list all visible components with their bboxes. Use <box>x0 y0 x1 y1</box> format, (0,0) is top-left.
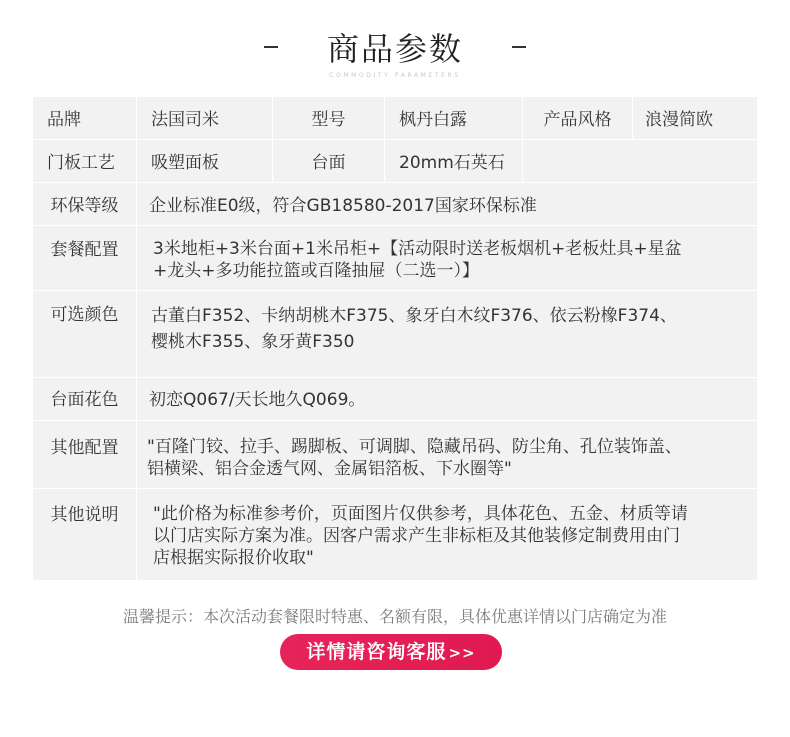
door-label: 门板工艺 <box>33 140 137 182</box>
row-label-countertop: 台面花色 <box>33 378 137 420</box>
title-right-dash <box>512 46 526 48</box>
model-label: 型号 <box>273 97 385 139</box>
table-row <box>33 183 757 226</box>
empty-cell <box>523 140 757 182</box>
section-header <box>0 0 790 96</box>
brand-value: 法国司米 <box>137 97 273 139</box>
row-label-other-config: 其他配置 <box>33 421 137 488</box>
table-row <box>33 378 757 421</box>
contact-service-button[interactable] <box>280 634 502 670</box>
row-value-other-notes: "此价格为标准参考价，页面图片仅供参考，具体花色、五金、材质等请 以门店实际方案为准。因客户需求产生非标柜及其他装修定制费用由门 店根据实际报价收取" <box>153 504 688 568</box>
row-label-colors: 可选颜色 <box>33 291 137 377</box>
row-label-other-notes: 其他说明 <box>33 489 137 580</box>
section-title: 商品参数 <box>326 30 463 68</box>
brand-label: 品牌 <box>33 97 137 139</box>
params-table <box>33 97 757 580</box>
notice-text: 温馨提示：本次活动套餐限时特惠、名额有限，具体优惠详情以门店确定为准 <box>122 607 667 626</box>
section-subtitle: COMMODITY PARAMETERS <box>329 72 461 79</box>
row-value-eco: 企业标准E0级，符合GB18580-2017国家环保标准 <box>149 196 537 216</box>
table-row-brand <box>33 97 757 140</box>
door-value: 吸塑面板 <box>137 140 273 182</box>
title-left-dash <box>264 46 278 48</box>
table-row-door <box>33 140 757 183</box>
style-label: 产品风格 <box>523 97 633 139</box>
contact-service-label[interactable]: 详情请咨询客服 <box>306 641 447 663</box>
counter-value: 20mm石英石 <box>385 140 523 182</box>
model-value: 枫丹白露 <box>385 97 523 139</box>
row-label-eco: 环保等级 <box>33 183 137 225</box>
title-row <box>0 24 790 70</box>
row-value-countertop: 初恋Q067/天长地久Q069。 <box>149 390 366 410</box>
table-row <box>33 489 757 580</box>
style-value: 浪漫简欧 <box>645 110 713 130</box>
table-row <box>33 291 757 378</box>
row-label-package: 套餐配置 <box>33 226 137 290</box>
row-value-other-config: "百隆门铰、拉手、踢脚板、可调脚、隐藏吊码、防尘角、孔位装饰盖、 铝横梁、铝合金透气网、金属铝箔板、下水圈等" <box>147 437 682 479</box>
table-row <box>33 421 757 489</box>
row-value-colors: 古董白F352、卡纳胡桃木F375、象牙白木纹F376、依云粉橡F374、 樱桃木F355、象牙黄F350 <box>151 306 677 352</box>
row-value-package: 3米地柜+3米台面+1米吊柜+【活动限时送老板烟机+老板灶具+星盆 +龙头+多功能拉篮或百隆抽屉（二选一）】 <box>153 239 682 281</box>
double-chevron-right-icon[interactable]: >> <box>448 644 476 662</box>
counter-label: 台面 <box>273 140 385 182</box>
table-row <box>33 226 757 291</box>
